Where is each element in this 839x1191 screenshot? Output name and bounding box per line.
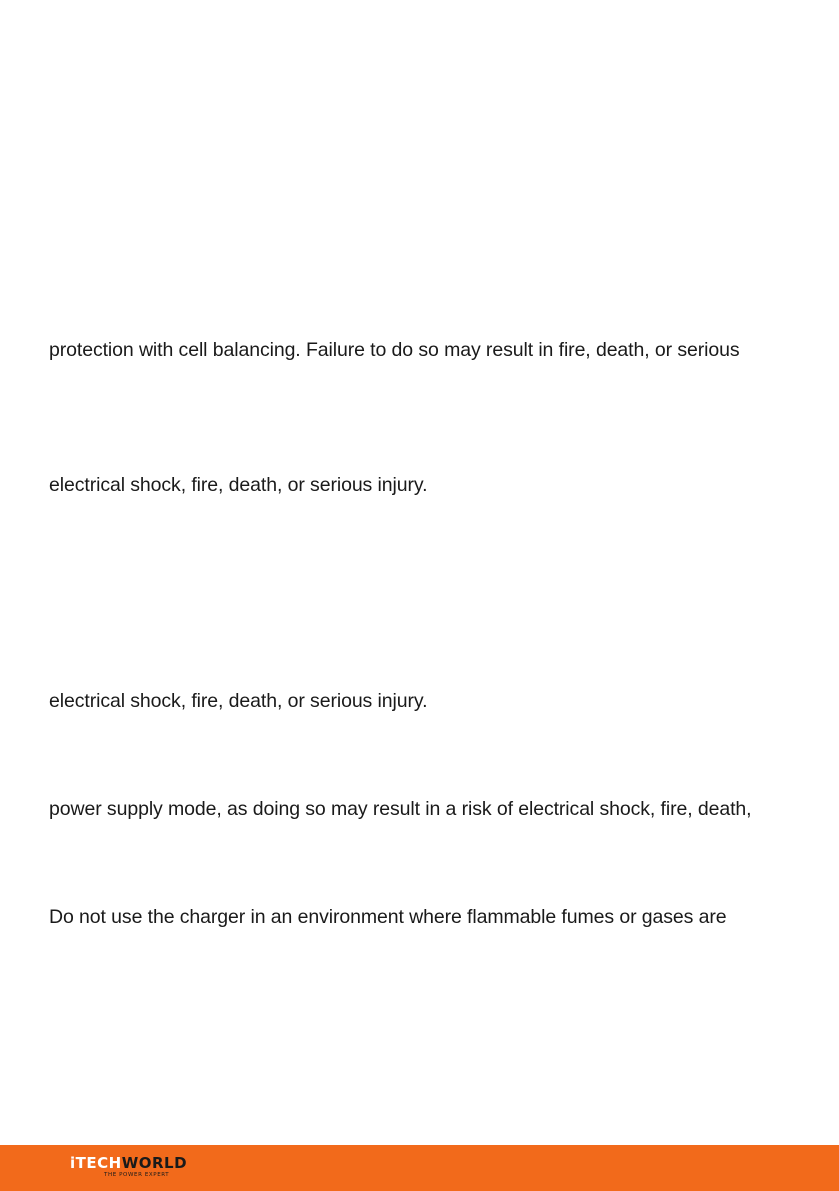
text-line-4: power supply mode, as doing so may result in a risk of electrical shock, fire, death, bbox=[49, 798, 752, 820]
logo-wordmark bbox=[70, 1155, 187, 1172]
logo-tagline: THE POWER EXPERT bbox=[104, 1172, 170, 1178]
logo-itech-text: iTECH bbox=[70, 1154, 122, 1172]
text-line-1: protection with cell balancing. Failure to do so may result in fire, death, or serious bbox=[49, 339, 740, 361]
footer-bar bbox=[0, 1145, 839, 1191]
text-line-3: electrical shock, fire, death, or serious injury. bbox=[49, 690, 428, 712]
logo-world-text: WORLD bbox=[121, 1154, 188, 1172]
text-line-5: Do not use the charger in an environment where flammable fumes or gases are bbox=[49, 906, 727, 928]
text-line-2: electrical shock, fire, death, or serious injury. bbox=[49, 474, 428, 496]
